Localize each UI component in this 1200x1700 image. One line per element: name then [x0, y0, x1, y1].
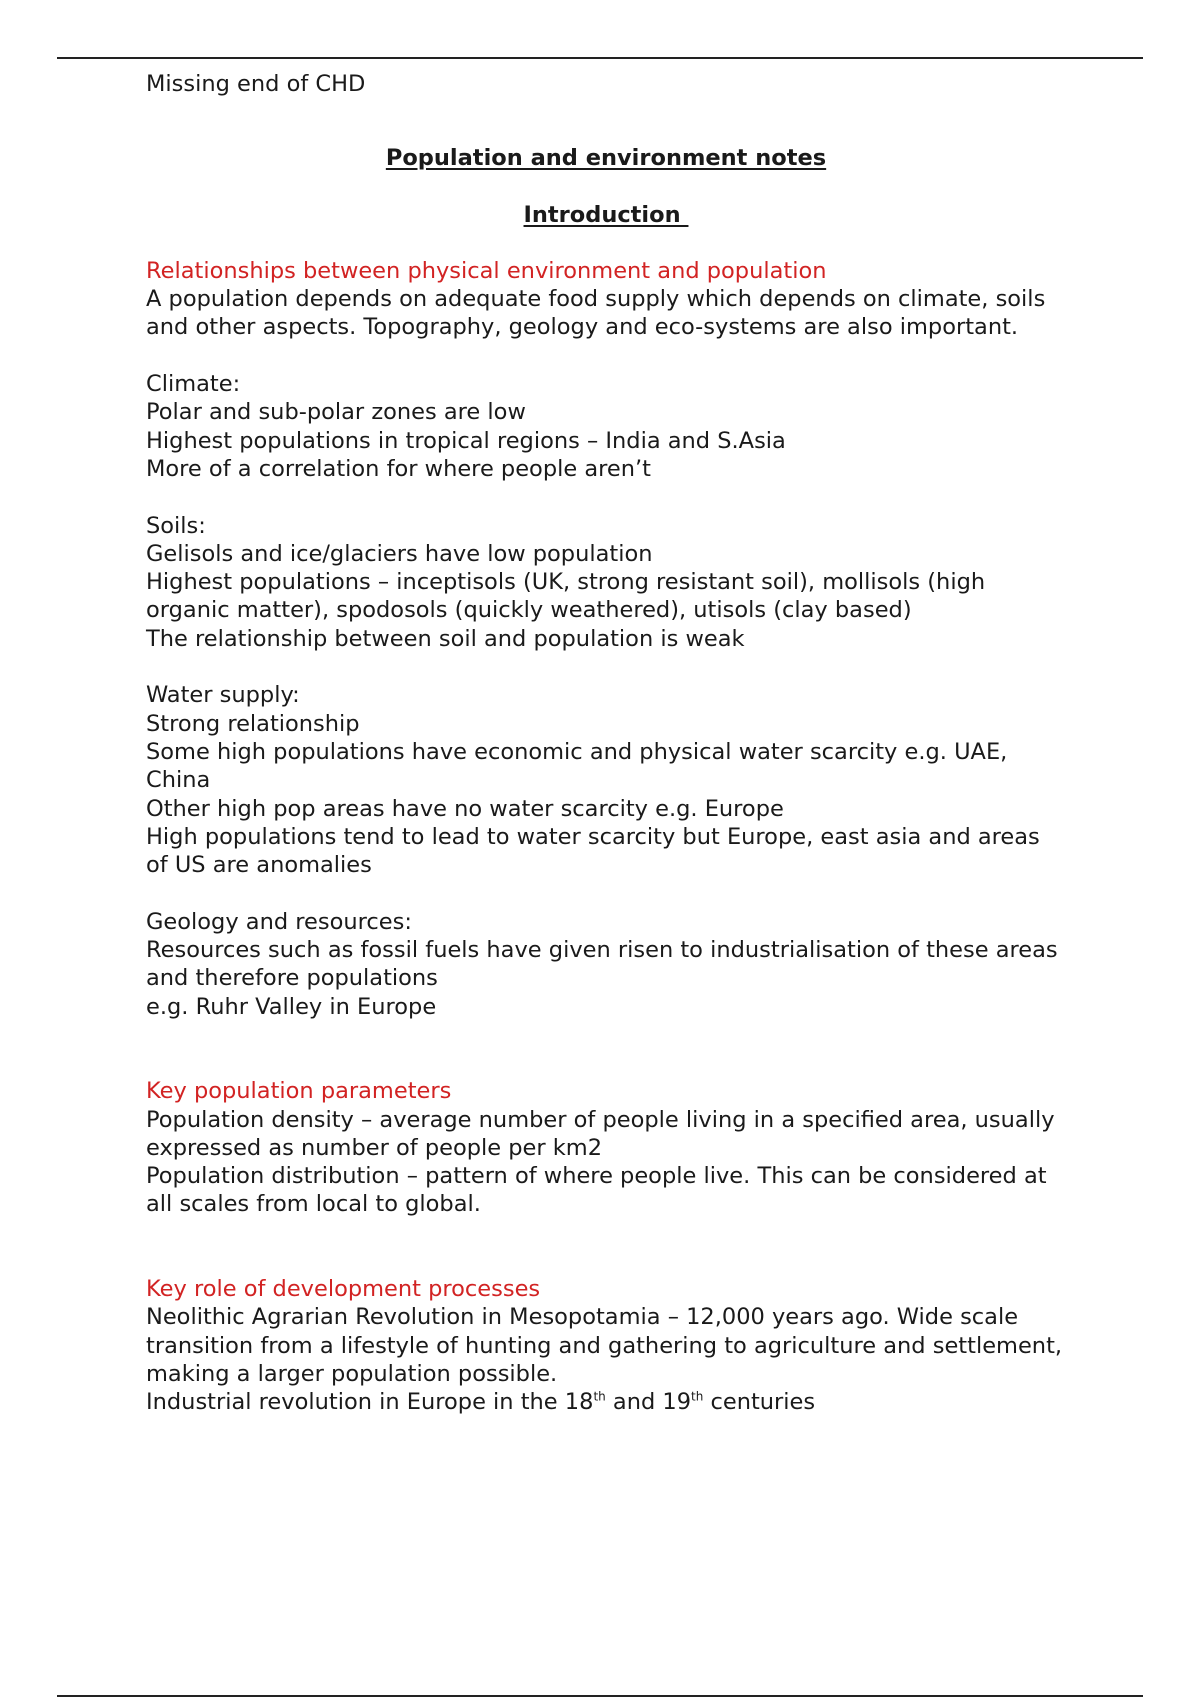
climate-label: Climate:	[146, 371, 241, 398]
soils-line: Highest populations – inceptisols (UK, strong resistant soil), mollisols (high organic matter), spodosols (quickly weathered), utisols (clay based)	[146, 569, 986, 624]
top-rule	[57, 57, 1143, 59]
geology-label: Geology and resources:	[146, 908, 412, 935]
industrial-text-middle: and 19	[605, 1389, 692, 1416]
industrial-text-end: centuries	[703, 1389, 816, 1416]
industrial-revolution-line	[146, 1388, 1066, 1416]
water-line: Strong relationship	[146, 710, 360, 737]
heading-key-population-parameters: Key population parameters	[146, 1078, 452, 1105]
document-body	[146, 70, 1066, 1416]
population-density-line: Population density – average number of people living in a specified area, usually expressed as number of people per km2	[146, 1106, 1055, 1161]
industrial-text-start: Industrial revolution in Europe in the 18	[146, 1389, 594, 1416]
section-title-introduction: Introduction	[523, 201, 689, 228]
document-title: Population and environment notes	[385, 145, 827, 172]
ordinal-suffix: th	[593, 1389, 606, 1404]
geology-line: e.g. Ruhr Valley in Europe	[146, 993, 437, 1020]
water-line: Other high pop areas have no water scarcity e.g. Europe	[146, 795, 784, 822]
ordinal-suffix: th	[691, 1389, 704, 1404]
geology-line: Resources such as fossil fuels have given risen to industrialisation of these areas and therefore populations	[146, 937, 1058, 992]
soils-line: The relationship between soil and population is weak	[146, 625, 745, 652]
population-distribution-line: Population distribution – pattern of where people live. This can be considered at all scales from local to global.	[146, 1163, 1047, 1218]
heading-development-processes: Key role of development processes	[146, 1275, 541, 1302]
water-line: Some high populations have economic and physical water scarcity e.g. UAE, China	[146, 738, 1008, 794]
climate-line: Highest populations in tropical regions – India and S.Asia	[146, 427, 786, 454]
header-note: Missing end of CHD	[146, 71, 366, 97]
climate-line: More of a correlation for where people aren’t	[146, 455, 651, 482]
soils-label: Soils:	[146, 512, 206, 539]
bottom-rule	[57, 1695, 1143, 1697]
climate-line: Polar and sub-polar zones are low	[146, 399, 526, 426]
soils-line: Gelisols and ice/glaciers have low population	[146, 540, 653, 567]
intro-paragraph: A population depends on adequate food supply which depends on climate, soils and other aspects. Topography, geology and eco-systems are also important.	[146, 286, 1046, 341]
heading-physical-environment: Relationships between physical environment and population	[146, 257, 827, 284]
water-label: Water supply:	[146, 682, 300, 709]
water-line: High populations tend to lead to water scarcity but Europe, east asia and areas of US are anomalies	[146, 823, 1040, 879]
neolithic-paragraph: Neolithic Agrarian Revolution in Mesopotamia – 12,000 years ago. Wide scale transition from a lifestyle of hunting and gathering to agriculture and settlement, making a larger population possible.	[146, 1304, 1063, 1387]
